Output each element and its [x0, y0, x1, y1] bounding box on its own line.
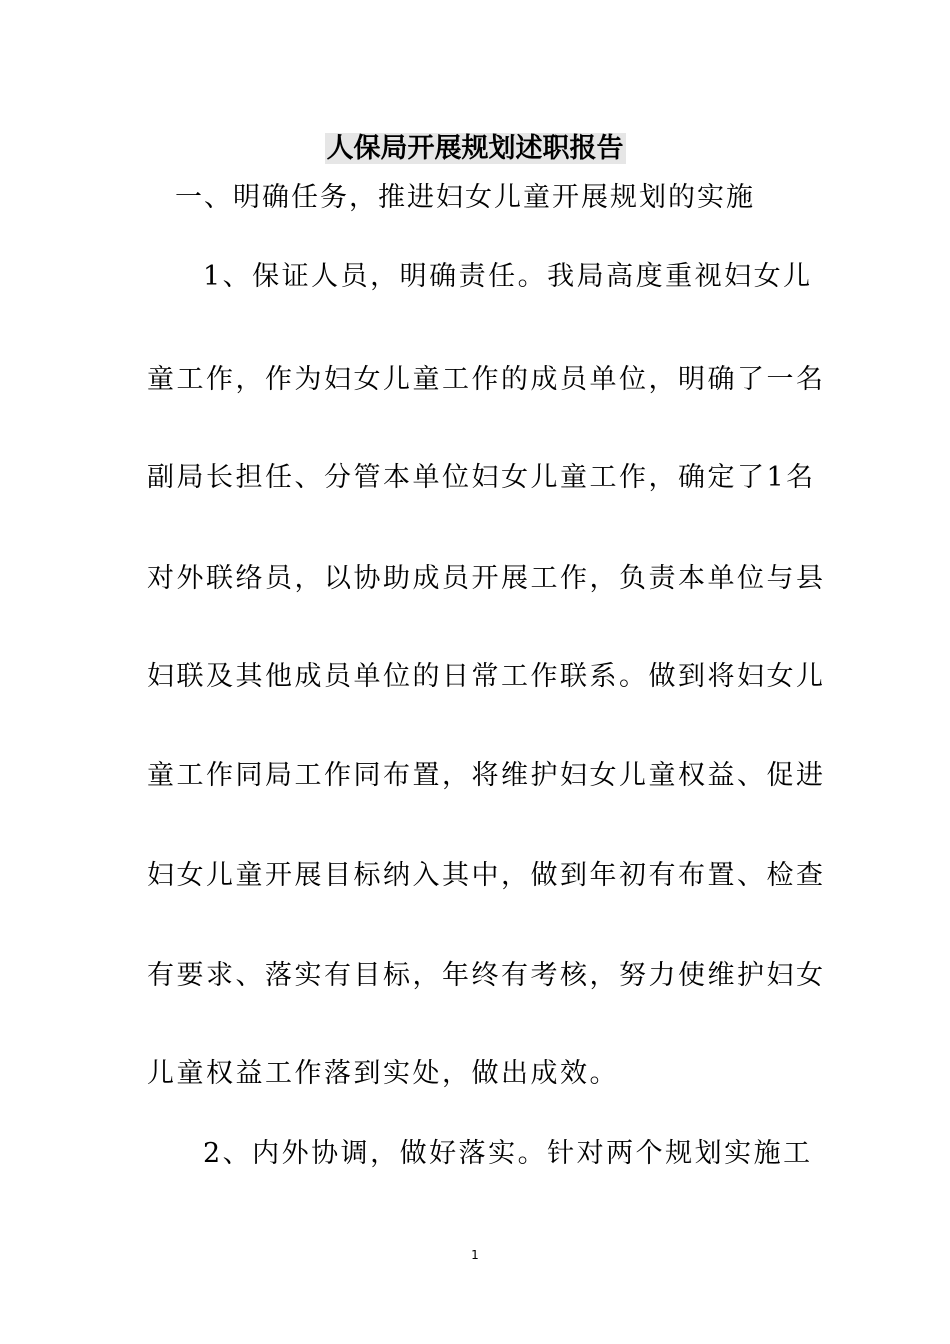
document-title-text: 人保局开展规划述职报告 [326, 133, 624, 164]
paragraph-line: 副局长担任、分管本单位妇女儿童工作，确定了1名 [147, 462, 816, 493]
document-title [0, 131, 950, 167]
paragraph-line: 对外联络员，以协助成员开展工作，负责本单位与县 [147, 563, 826, 594]
paragraph-line: 妇联及其他成员单位的日常工作联系。做到将妇女儿 [147, 661, 826, 692]
paragraph-line: 童工作，作为妇女儿童工作的成员单位，明确了一名 [147, 364, 826, 395]
paragraph-line: 2、内外协调，做好落实。针对两个规划实施工 [203, 1138, 813, 1169]
paragraph-line: 1、保证人员，明确责任。我局高度重视妇女儿 [203, 261, 813, 292]
page-number: 1 [471, 1248, 479, 1262]
section-heading: 一、明确任务，推进妇女儿童开展规划的实施 [175, 182, 755, 213]
paragraph-line: 有要求、落实有目标，年终有考核，努力使维护妇女 [147, 960, 826, 991]
paragraph-line: 妇女儿童开展目标纳入其中，做到年初有布置、检查 [147, 860, 826, 891]
paragraph-line: 儿童权益工作落到实处，做出成效。 [147, 1058, 619, 1089]
paragraph-line: 童工作同局工作同布置，将维护妇女儿童权益、促进 [147, 760, 826, 791]
